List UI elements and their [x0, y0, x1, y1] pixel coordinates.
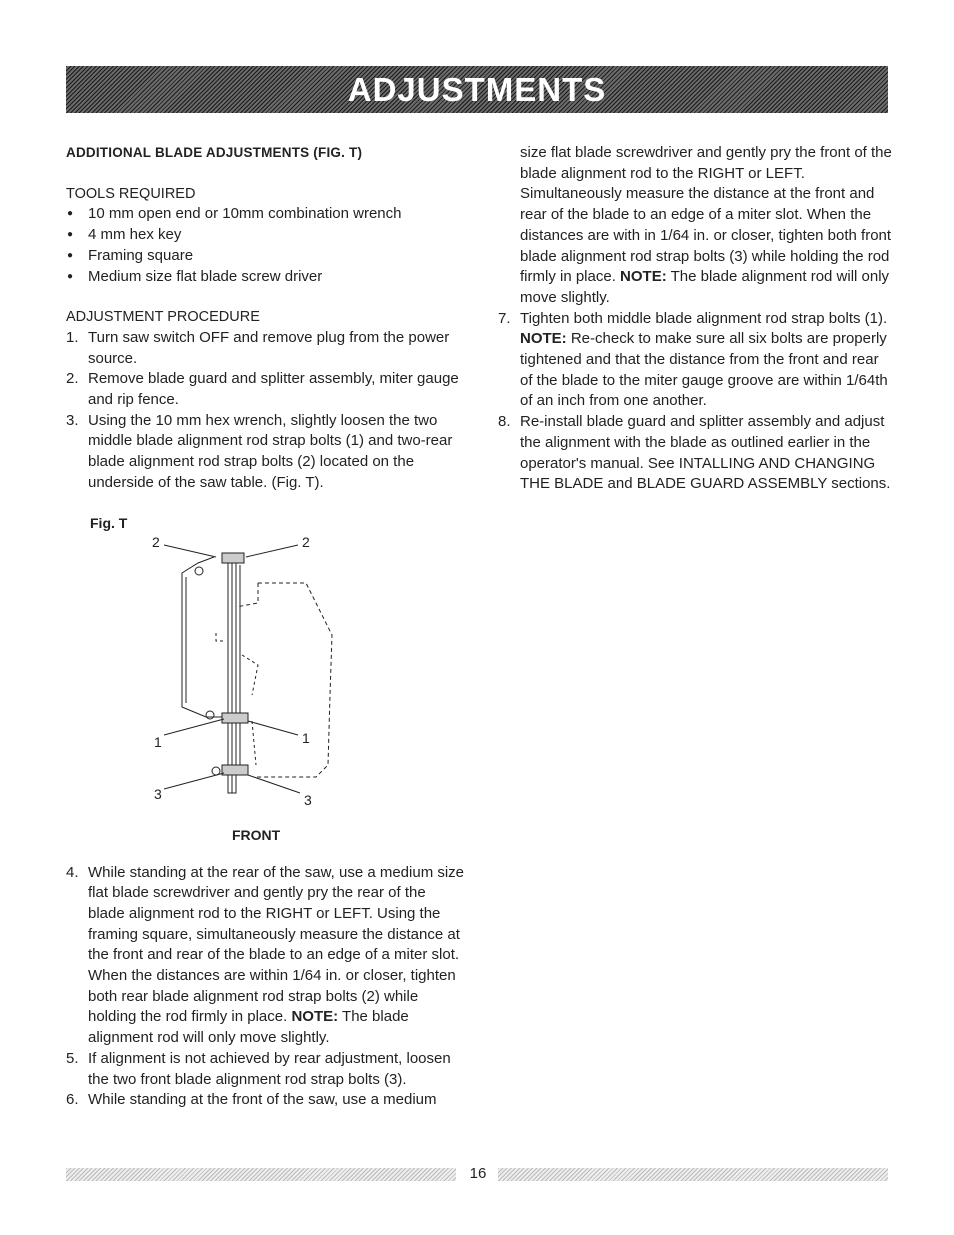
callout-bot-left: 3 [154, 786, 162, 802]
callout-bot-right: 3 [304, 792, 312, 808]
step-number: 4. [66, 863, 79, 881]
footer-bar-right [498, 1168, 888, 1181]
callout-mid-left: 1 [154, 734, 162, 750]
right-column [498, 143, 893, 495]
step-5 [66, 1049, 466, 1090]
note-text: Re-check to make sure all six bolts are properly tightened and that the distance from the front and rear of the blade to the miter gauge groove are within 1/64th of an inch from one another. [520, 330, 888, 410]
note-label: NOTE: [291, 1008, 339, 1026]
callout-top-left: 2 [152, 535, 160, 550]
figure-t [66, 515, 426, 855]
step-number: 2. [66, 370, 79, 388]
step-number: 7. [498, 309, 511, 327]
section-title: ADJUSTMENTS [347, 70, 607, 108]
step-text: While standing at the front of the saw, use a medium [88, 1091, 437, 1109]
callout-mid-right: 1 [302, 730, 310, 746]
step-text: Re-install blade guard and splitter assembly and adjust the alignment with the blade as outlined earlier in the operator's manual. See INTALLING AND CHANGING THE BLADE and BLADE GUARD ASSEMBLY sections. [520, 413, 891, 493]
step-text [520, 309, 893, 413]
list-item: ● 10 mm open end or 10mm combination wrench [66, 204, 466, 225]
step-number: 6. [66, 1091, 79, 1109]
step-8 [498, 412, 893, 495]
callout-top-right: 2 [302, 535, 310, 550]
figure-caption: FRONT [232, 827, 281, 843]
step-body: size flat blade screwdriver and gently pry the front of the blade alignment rod to the RIGHT or LEFT. Simultaneously measure the distance at the front and rear of the blade to an edge of a miter slot. When the distances are with in 1/64 in. or closer, tighten both front blade alignment rod strap bolts (3) while holding the rod firmly in place. [520, 144, 892, 286]
list-item: ● Framing square [66, 246, 466, 267]
step-4 [66, 863, 466, 1049]
step-3 [66, 411, 466, 494]
step-2 [66, 369, 466, 410]
figure-label: Fig. T [90, 515, 128, 531]
section-heading: ADDITIONAL BLADE ADJUSTMENTS (FIG. T) [66, 145, 363, 160]
step-1 [66, 328, 466, 369]
note-label: NOTE: [520, 330, 567, 348]
step-number: 1. [66, 328, 79, 346]
note-label: NOTE: [620, 268, 667, 286]
section-banner [66, 66, 888, 113]
step-text: Using the 10 mm hex wrench, slightly loosen the two middle blade alignment rod strap bolts (1) and two-rear blade alignment rod strap bolts (2) located on the underside of the saw table. (Fig. T). [88, 411, 453, 491]
step-number: 3. [66, 411, 79, 429]
step-text [520, 143, 893, 309]
tools-list [66, 204, 466, 287]
list-item: ● Medium size flat blade screw driver [66, 267, 466, 288]
step-7 [498, 309, 893, 413]
note-text: The blade alignment rod will only move slightly. [88, 1008, 409, 1047]
step-text: If alignment is not achieved by rear adjustment, loosen the two front blade alignment rod strap bolts (3). [88, 1049, 451, 1088]
step-text: Turn saw switch OFF and remove plug from the power source. [88, 328, 450, 367]
page-footer [66, 1165, 888, 1182]
note-text: The blade alignment rod will only move slightly. [520, 268, 890, 306]
tools-title: TOOLS REQUIRED [66, 185, 196, 202]
step-number: 8. [498, 413, 511, 431]
step-text [88, 863, 466, 1049]
step-body: While standing at the rear of the saw, use a medium size flat blade screwdriver and gently pry the rear of the blade alignment rod to the RIGHT or LEFT. Using the framing square, simultaneously measure the distance at the front and rear of the blade to an edge of a miter slot. When the distances are within 1/64 in. or closer, tighten both rear blade alignment rod strap bolts (2) while holding the rod firmly in place. [88, 863, 465, 1026]
page-number: 16 [469, 1165, 487, 1182]
blade-alignment-diagram [66, 535, 366, 825]
step-6 [66, 1090, 466, 1111]
list-item: ● 4 mm hex key [66, 225, 466, 246]
step-6-continued [498, 143, 893, 309]
procedure-title: ADJUSTMENT PROCEDURE [66, 309, 260, 326]
step-text: Remove blade guard and splitter assembly, miter gauge and rip fence. [88, 370, 459, 409]
footer-bar-left [66, 1168, 456, 1181]
step-number: 5. [66, 1049, 79, 1067]
step-body: Tighten both middle blade alignment rod strap bolts (1). [520, 309, 888, 327]
